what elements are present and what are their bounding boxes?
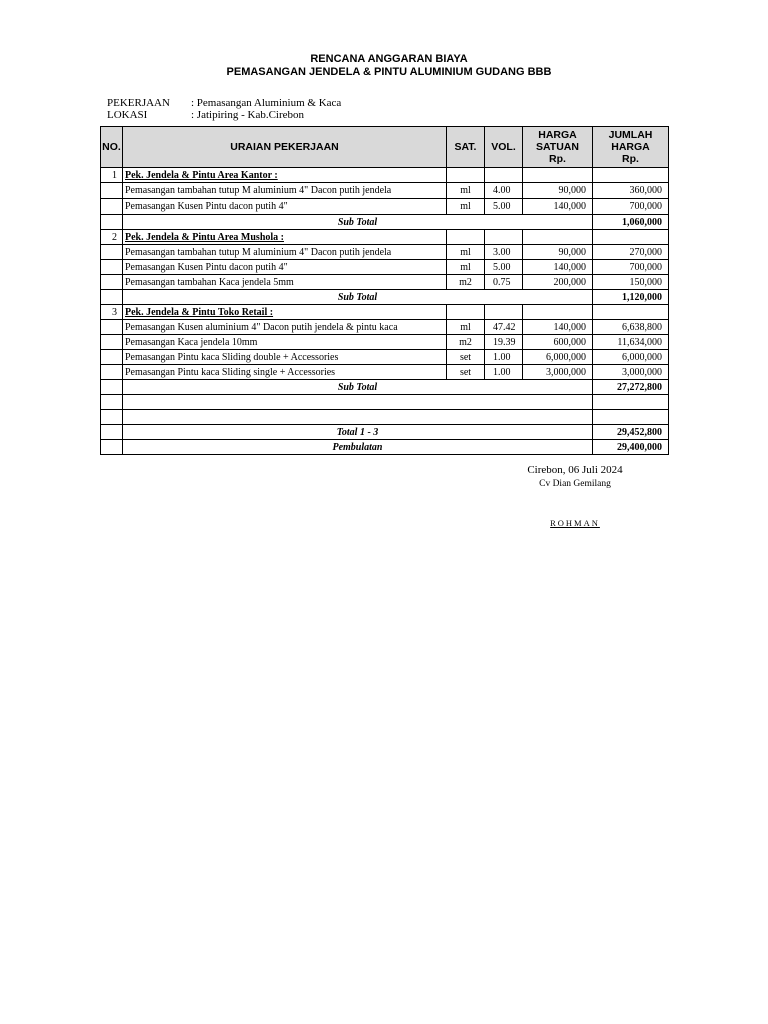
table-row (101, 245, 669, 260)
rounding-row (101, 440, 669, 455)
item-sat: m2 (447, 275, 485, 290)
empty-row (101, 410, 669, 425)
section-title: Pek. Jendela & Pintu Area Mushola : (123, 230, 447, 245)
subtotal-label: Sub Total (123, 215, 593, 230)
total-label: Total 1 - 3 (123, 425, 593, 440)
total-row (101, 425, 669, 440)
item-harga: 600,000 (523, 335, 593, 350)
item-desc: Pemasangan Kusen aluminium 4" Dacon putih jendela & pintu kaca (123, 320, 447, 335)
item-desc: Pemasangan tambahan Kaca jendela 5mm (123, 275, 447, 290)
subtotal-row (101, 290, 669, 305)
item-vol: 0.75 (485, 275, 523, 290)
item-jumlah: 360,000 (593, 183, 669, 199)
lokasi-value: : Jatipiring - Kab.Cirebon (191, 109, 305, 121)
item-vol: 5.00 (485, 260, 523, 275)
section-no: 2 (101, 230, 123, 245)
total-value: 29,452,800 (593, 425, 669, 440)
item-harga: 140,000 (523, 320, 593, 335)
item-jumlah: 700,000 (593, 260, 669, 275)
section-no: 3 (101, 305, 123, 320)
header-sat: SAT. (447, 127, 485, 168)
item-desc: Pemasangan tambahan tutup M aluminium 4" Dacon putih jendela (123, 183, 447, 199)
section-title: Pek. Jendela & Pintu Toko Retail : (123, 305, 447, 320)
subtotal-row (101, 380, 669, 395)
table-row (101, 335, 669, 350)
meta-pekerjaan (107, 97, 341, 109)
subtotal-value: 1,060,000 (593, 215, 669, 230)
table-row (101, 260, 669, 275)
header-no: NO. (101, 127, 123, 168)
section-no: 1 (101, 168, 123, 183)
lokasi-label: LOKASI (107, 109, 148, 121)
item-sat: m2 (447, 335, 485, 350)
header-vol: VOL. (485, 127, 523, 168)
item-vol: 47.42 (485, 320, 523, 335)
pekerjaan-label: PEKERJAAN (107, 97, 170, 109)
table-row (101, 275, 669, 290)
budget-table (100, 126, 669, 455)
item-sat: ml (447, 199, 485, 215)
signature-place-date: Cirebon, 06 Juli 2024 (527, 464, 623, 476)
item-harga: 90,000 (523, 245, 593, 260)
signature-name: ROHMAN (550, 518, 600, 528)
empty-row (101, 395, 669, 410)
item-harga: 140,000 (523, 260, 593, 275)
item-vol: 3.00 (485, 245, 523, 260)
header-jumlah-line1: JUMLAH (608, 129, 653, 141)
item-sat: ml (447, 320, 485, 335)
item-harga: 6,000,000 (523, 350, 593, 365)
rounding-value: 29,400,000 (593, 440, 669, 455)
item-sat: ml (447, 260, 485, 275)
item-jumlah: 700,000 (593, 199, 669, 215)
item-desc: Pemasangan Kaca jendela 10mm (123, 335, 447, 350)
item-vol: 1.00 (485, 365, 523, 380)
document-title: RENCANA ANGGARAN BIAYA (310, 53, 468, 65)
item-harga: 3,000,000 (523, 365, 593, 380)
subtotal-value: 27,272,800 (593, 380, 669, 395)
item-desc: Pemasangan Pintu kaca Sliding double + Accessories (123, 350, 447, 365)
meta-lokasi (107, 109, 304, 121)
table-row (101, 199, 669, 215)
item-jumlah: 11,634,000 (593, 335, 669, 350)
pekerjaan-value: : Pemasangan Aluminium & Kaca (191, 97, 342, 109)
section-row (101, 305, 669, 320)
table-row (101, 365, 669, 380)
item-jumlah: 6,000,000 (593, 350, 669, 365)
item-jumlah: 3,000,000 (593, 365, 669, 380)
item-jumlah: 6,638,800 (593, 320, 669, 335)
table-header-row (101, 127, 669, 168)
item-jumlah: 270,000 (593, 245, 669, 260)
subtotal-label: Sub Total (123, 290, 593, 305)
header-harga-satuan-line1: HARGA (538, 129, 577, 141)
header-harga-satuan-line3: Rp. (549, 153, 566, 165)
item-jumlah: 150,000 (593, 275, 669, 290)
item-desc: Pemasangan tambahan tutup M aluminium 4" Dacon putih jendela (123, 245, 447, 260)
signature-company: Cv Dian Gemilang (539, 479, 611, 489)
item-harga: 140,000 (523, 199, 593, 215)
item-desc: Pemasangan Kusen Pintu dacon putih 4" (123, 199, 447, 215)
item-vol: 5.00 (485, 199, 523, 215)
table-row (101, 320, 669, 335)
item-sat: set (447, 350, 485, 365)
header-jumlah-line2: HARGA (611, 141, 650, 153)
header-uraian: URAIAN PEKERJAAN (123, 127, 447, 168)
header-jumlah-line3: Rp. (622, 153, 639, 165)
item-harga: 90,000 (523, 183, 593, 199)
header-jumlah-harga (593, 127, 669, 168)
item-desc: Pemasangan Kusen Pintu dacon putih 4" (123, 260, 447, 275)
item-desc: Pemasangan Pintu kaca Sliding single + Accessories (123, 365, 447, 380)
item-harga: 200,000 (523, 275, 593, 290)
rounding-label: Pembulatan (123, 440, 593, 455)
table-row (101, 350, 669, 365)
section-row (101, 168, 669, 183)
header-harga-satuan (523, 127, 593, 168)
item-vol: 1.00 (485, 350, 523, 365)
subtotal-value: 1,120,000 (593, 290, 669, 305)
table-row (101, 183, 669, 199)
item-vol: 19.39 (485, 335, 523, 350)
subtotal-row (101, 215, 669, 230)
item-sat: set (447, 365, 485, 380)
section-title: Pek. Jendela & Pintu Area Kantor : (123, 168, 447, 183)
document-subtitle: PEMASANGAN JENDELA & PINTU ALUMINIUM GUDANG BBB (226, 66, 552, 78)
item-vol: 4.00 (485, 183, 523, 199)
item-sat: ml (447, 183, 485, 199)
item-sat: ml (447, 245, 485, 260)
header-harga-satuan-line2: SATUAN (536, 141, 579, 153)
subtotal-label: Sub Total (123, 380, 593, 395)
section-row (101, 230, 669, 245)
